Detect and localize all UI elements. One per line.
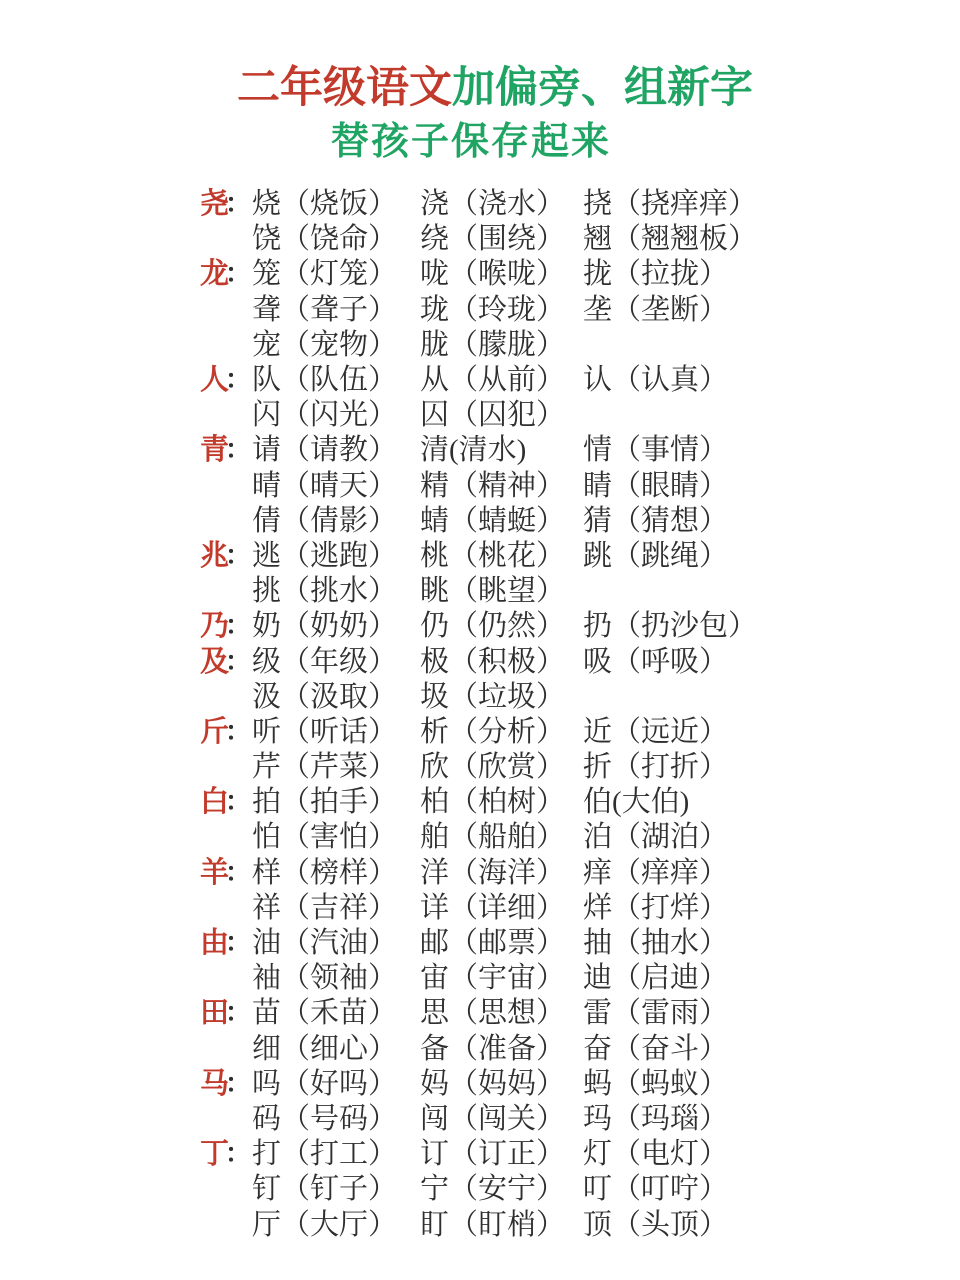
- entry-cell: 饶（饶命）: [252, 223, 398, 256]
- entry-cell: 盯（盯梢）: [420, 1208, 566, 1241]
- row-label: [200, 1061, 252, 1102]
- table-row: [200, 430, 757, 465]
- row-label: [200, 639, 252, 680]
- entry-cell: 浇（浇水）: [420, 188, 566, 221]
- entry-cell: 舶（船舶）: [420, 821, 566, 854]
- table-row: [200, 993, 757, 1028]
- entry-cell: 宁（安宁）: [420, 1173, 566, 1206]
- entry-cell: 咙（喉咙）: [420, 258, 566, 291]
- table-row: [200, 641, 757, 676]
- page-title: [0, 62, 960, 116]
- row-label-char: 丁: [200, 1138, 230, 1171]
- title-green-part: 加偏旁、组新字: [452, 65, 753, 112]
- entry-cell: 详（详细）: [420, 891, 566, 924]
- entry-cell: 级（年级）: [252, 645, 398, 678]
- entry-cell: 洋（海洋）: [420, 856, 566, 889]
- row-label-char: 田: [200, 997, 230, 1030]
- row-label: [200, 181, 252, 222]
- entry-cell: 扔（扔沙包）: [583, 610, 758, 643]
- entry-cell: 欣（欣赏）: [420, 751, 566, 784]
- entry-cell: 钉（钉子）: [252, 1173, 398, 1206]
- entry-cell: 折（打折）: [583, 751, 729, 784]
- entry-cell: 晴（晴天）: [252, 469, 398, 502]
- entry-cell: 蜻（蜻蜓）: [420, 504, 566, 537]
- entry-cell: 顶（头顶）: [583, 1208, 729, 1241]
- row-label-colon: ：: [225, 857, 252, 887]
- row-label-char: 及: [200, 645, 230, 678]
- row-label-colon: ：: [225, 1068, 252, 1098]
- title-red-part: 二年级语文: [237, 65, 452, 112]
- entry-cell: 情（事情）: [583, 434, 729, 467]
- table-row: [200, 360, 757, 395]
- row-label-char: 青: [200, 434, 230, 467]
- entry-cell: 从（从前）: [420, 364, 566, 397]
- entry-cell: 桃（桃花）: [420, 539, 566, 572]
- entry-cell: 奶（奶奶）: [252, 610, 398, 643]
- entry-cell: 圾（垃圾）: [420, 680, 566, 713]
- table-row: [200, 747, 757, 782]
- entry-cell: 祥（吉祥）: [252, 891, 398, 924]
- table-row: [200, 325, 757, 360]
- entry-cell: 妈（妈妈）: [420, 1067, 566, 1100]
- entry-cell: 囚（囚犯）: [420, 399, 566, 432]
- entry-cell: 烊（打烊）: [583, 891, 729, 924]
- table-row: [200, 290, 757, 325]
- page-subtitle: 替孩子保存起来: [330, 121, 611, 163]
- entry-cell: 胧（朦胧）: [420, 328, 566, 361]
- row-label-colon: ：: [225, 716, 252, 746]
- entry-cell: 样（榜样）: [252, 856, 398, 889]
- table-row: [200, 853, 757, 888]
- table-row: [200, 571, 757, 606]
- entry-cell: 清(清水): [420, 434, 527, 467]
- row-label-colon: ：: [225, 787, 252, 817]
- entry-cell: 备（准备）: [420, 1032, 566, 1065]
- entry-cell: 拢（拉拢）: [583, 258, 729, 291]
- entry-cell: 近（远近）: [583, 715, 729, 748]
- table-row: [200, 1064, 757, 1099]
- entry-cell: 汲（汲取）: [252, 680, 398, 713]
- table-row: [200, 501, 757, 536]
- entry-cell: 思（思想）: [420, 997, 566, 1030]
- table-row: [200, 184, 757, 219]
- table-row: [200, 1099, 757, 1134]
- entry-cell: 聋（聋子）: [252, 293, 398, 326]
- row-label: [200, 427, 252, 468]
- entry-cell: 猜（猜想）: [583, 504, 729, 537]
- entry-cell: 细（细心）: [252, 1032, 398, 1065]
- row-label: [200, 357, 252, 398]
- entry-cell: 痒（痒痒）: [583, 856, 729, 889]
- entry-cell: 倩（倩影）: [252, 504, 398, 537]
- row-label: [200, 251, 252, 292]
- entry-cell: 认（认真）: [583, 364, 729, 397]
- row-label-colon: ：: [225, 365, 252, 395]
- character-list: [200, 184, 757, 1240]
- entry-cell: 打（打工）: [252, 1138, 398, 1171]
- entry-cell: 请（请教）: [252, 434, 398, 467]
- entry-cell: 奋（奋斗）: [583, 1032, 729, 1065]
- table-row: [200, 395, 757, 430]
- entry-cell: 挑（挑水）: [252, 575, 398, 608]
- entry-cell: 玛（玛瑙）: [583, 1102, 729, 1135]
- entry-cell: 拍（拍手）: [252, 786, 398, 819]
- row-label-char: 龙: [200, 258, 230, 291]
- table-row: [200, 817, 757, 852]
- entry-cell: 订（订正）: [420, 1138, 566, 1171]
- entry-cell: 听（听话）: [252, 715, 398, 748]
- table-row: [200, 958, 757, 993]
- row-label-char: 斤: [200, 715, 230, 748]
- entry-cell: 闯（闯关）: [420, 1102, 566, 1135]
- entry-cell: 泊（湖泊）: [583, 821, 729, 854]
- row-label: [200, 850, 252, 891]
- row-label-char: 兆: [200, 539, 230, 572]
- row-label-colon: ：: [225, 1139, 252, 1169]
- entry-cell: 袖（领袖）: [252, 962, 398, 995]
- entry-cell: 油（汽油）: [252, 927, 398, 960]
- row-label-colon: ：: [225, 611, 252, 641]
- entry-cell: 迪（启迪）: [583, 962, 729, 995]
- entry-cell: 灯（电灯）: [583, 1138, 729, 1171]
- table-row: [200, 1134, 757, 1169]
- entry-cell: 宠（宠物）: [252, 328, 398, 361]
- row-label: [200, 1131, 252, 1172]
- entry-cell: 蚂（蚂蚁）: [583, 1067, 729, 1100]
- entry-cell: 极（积极）: [420, 645, 566, 678]
- table-row: [200, 1204, 757, 1239]
- row-label-char: 马: [200, 1067, 230, 1100]
- entry-cell: 苗（禾苗）: [252, 997, 398, 1030]
- table-row: [200, 219, 757, 254]
- row-label-char: 尧: [200, 188, 230, 221]
- entry-cell: 眺（眺望）: [420, 575, 566, 608]
- entry-cell: 析（分析）: [420, 715, 566, 748]
- entry-cell: 柏（柏树）: [420, 786, 566, 819]
- entry-cell: 烧（烧饭）: [252, 188, 398, 221]
- table-row: [200, 888, 757, 923]
- entry-cell: 吸（呼吸）: [583, 645, 729, 678]
- row-label: [200, 920, 252, 961]
- table-row: [200, 606, 757, 641]
- entry-cell: 雷（雷雨）: [583, 997, 729, 1030]
- row-label-char: 人: [200, 364, 230, 397]
- row-label-colon: ：: [225, 928, 252, 958]
- row-label: [200, 533, 252, 574]
- entry-cell: 绕（围绕）: [420, 223, 566, 256]
- table-row: [200, 1169, 757, 1204]
- entry-cell: 码（号码）: [252, 1102, 398, 1135]
- entry-cell: 吗（好吗）: [252, 1067, 398, 1100]
- row-label: [200, 779, 252, 820]
- row-label-colon: ：: [225, 189, 252, 219]
- entry-cell: 翘（翘翘板）: [583, 223, 758, 256]
- row-label-char: 由: [200, 927, 230, 960]
- row-label: [200, 990, 252, 1031]
- table-row: [200, 536, 757, 571]
- entry-cell: 笼（灯笼）: [252, 258, 398, 291]
- row-label: [200, 709, 252, 750]
- entry-cell: 珑（玲珑）: [420, 293, 566, 326]
- entry-cell: 闪（闪光）: [252, 399, 398, 432]
- entry-cell: 队（队伍）: [252, 364, 398, 397]
- row-label-colon: ：: [225, 540, 252, 570]
- row-label-colon: ：: [225, 435, 252, 465]
- entry-cell: 伯(大伯): [583, 786, 690, 819]
- table-row: [200, 254, 757, 289]
- entry-cell: 宙（宇宙）: [420, 962, 566, 995]
- entry-cell: 精（精神）: [420, 469, 566, 502]
- row-label-colon: ：: [225, 998, 252, 1028]
- entry-cell: 芹（芹菜）: [252, 751, 398, 784]
- entry-cell: 抽（抽水）: [583, 927, 729, 960]
- entry-cell: 怕（害怕）: [252, 821, 398, 854]
- row-label-char: 白: [200, 786, 230, 819]
- entry-cell: 睛（眼睛）: [583, 469, 729, 502]
- entry-cell: 跳（跳绳）: [583, 539, 729, 572]
- entry-cell: 厅（大厅）: [252, 1208, 398, 1241]
- table-row: [200, 782, 757, 817]
- row-label-colon: ：: [225, 259, 252, 289]
- entry-cell: 邮（邮票）: [420, 927, 566, 960]
- table-row: [200, 677, 757, 712]
- entry-cell: 垄（垄断）: [583, 293, 729, 326]
- table-row: [200, 923, 757, 958]
- entry-cell: 挠（挠痒痒）: [583, 188, 758, 221]
- entry-cell: 叮（叮咛）: [583, 1173, 729, 1206]
- row-label-char: 羊: [200, 856, 230, 889]
- row-label-colon: ：: [225, 646, 252, 676]
- entry-cell: 逃（逃跑）: [252, 539, 398, 572]
- table-row: [200, 1029, 757, 1064]
- row-label-char: 乃: [200, 610, 230, 643]
- table-row: [200, 466, 757, 501]
- entry-cell: 仍（仍然）: [420, 610, 566, 643]
- table-row: [200, 712, 757, 747]
